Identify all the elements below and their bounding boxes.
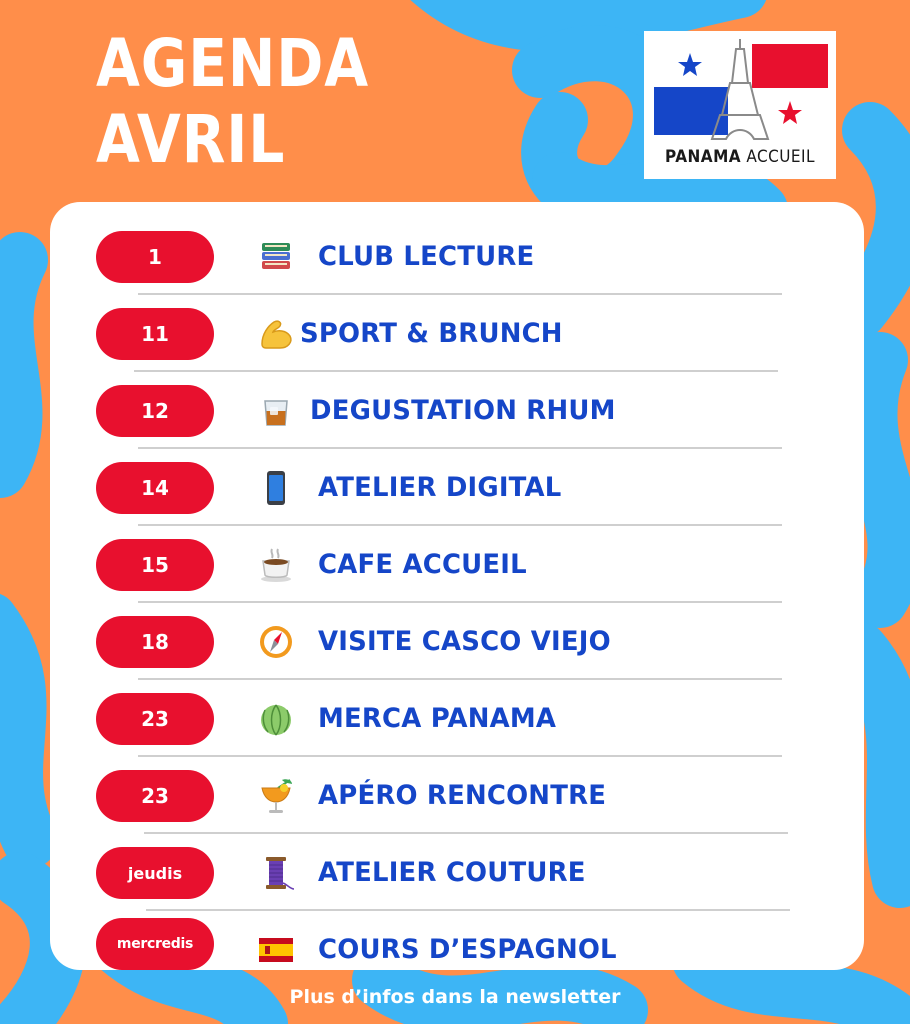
event-date-badge: mercredis (96, 918, 214, 970)
event-label: MERCA PANAMA (318, 703, 557, 734)
event-date-badge: 12 (96, 385, 214, 437)
tropical-drink-icon (256, 776, 296, 816)
books-icon (256, 237, 296, 277)
event-date-badge: 11 (96, 308, 214, 360)
event-date-badge: jeudis (96, 847, 214, 899)
logo-text (654, 147, 827, 167)
event-row (50, 677, 864, 754)
event-row (50, 369, 864, 446)
flexed-biceps-icon (256, 314, 296, 354)
compass-icon (256, 622, 296, 662)
event-date-badge: 1 (96, 231, 214, 283)
panama-accueil-logo (644, 31, 836, 179)
event-row (50, 754, 864, 831)
event-date-badge: 23 (96, 770, 214, 822)
event-row (50, 215, 864, 292)
event-row (50, 292, 864, 369)
agenda-card (50, 202, 864, 970)
event-row (50, 523, 864, 600)
title-line-1: AGENDA (96, 25, 369, 102)
spain-flag-icon (256, 930, 296, 970)
title-line-2: AVRIL (96, 101, 286, 178)
event-date-badge: 14 (96, 462, 214, 514)
event-label: VISITE CASCO VIEJO (318, 626, 611, 657)
event-row (50, 908, 864, 985)
mobile-phone-icon (256, 468, 296, 508)
event-row (50, 600, 864, 677)
tumbler-glass-icon (256, 391, 296, 431)
event-date-badge: 15 (96, 539, 214, 591)
logo-text-bold: PANAMA (664, 147, 742, 167)
panama-flag-eiffel-icon (644, 31, 836, 147)
event-label: APÉRO RENCONTRE (318, 780, 607, 811)
logo-text-light: ACCUEIL (746, 147, 815, 167)
event-row (50, 831, 864, 908)
hot-beverage-icon (256, 545, 296, 585)
thread-spool-icon (256, 853, 296, 893)
event-label: ATELIER COUTURE (318, 857, 586, 888)
event-label: CAFE ACCUEIL (318, 549, 527, 580)
event-label: DEGUSTATION RHUM (310, 395, 616, 426)
event-label: SPORT & BRUNCH (300, 318, 563, 349)
event-date-badge: 23 (96, 693, 214, 745)
newsletter-note: Plus d’infos dans la newsletter (289, 986, 621, 1008)
event-row (50, 446, 864, 523)
event-label: CLUB LECTURE (318, 241, 535, 272)
event-label: COURS D’ESPAGNOL (318, 934, 617, 965)
event-date-badge: 18 (96, 616, 214, 668)
melon-icon (256, 699, 296, 739)
page-title (96, 26, 369, 178)
event-label: ATELIER DIGITAL (318, 472, 562, 503)
